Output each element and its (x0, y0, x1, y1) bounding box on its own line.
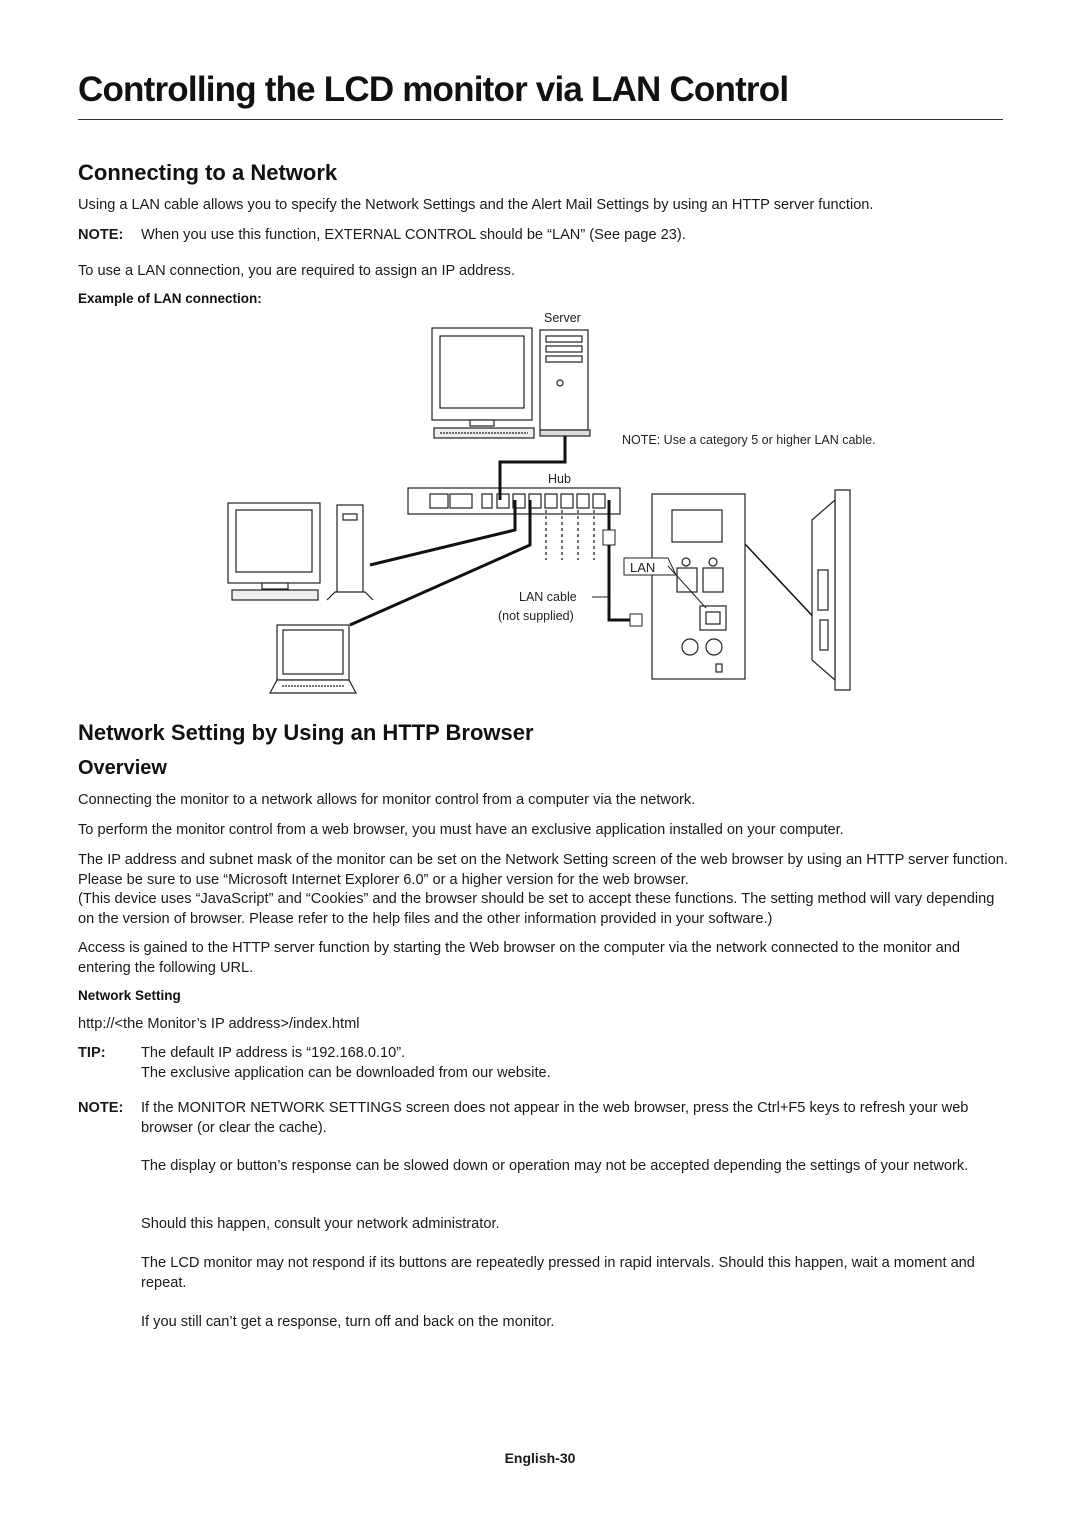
note-text: When you use this function, EXTERNAL CONTROL should be “LAN” (See page 23). (141, 227, 686, 243)
note-item-1: If the MONITOR NETWORK SETTINGS screen does not appear in the web browser, press the Ctrl+F5 keys to refresh your web browser (or clear the cache). (141, 1100, 969, 1136)
hub-label: Hub (548, 472, 571, 486)
note-block-1 (78, 225, 1008, 245)
lan-connection-diagram (0, 300, 1080, 710)
laptop-icon (270, 625, 356, 693)
overview-p1: Connecting the monitor to a network allows for monitor control from a computer via the network. (78, 792, 696, 808)
network-setting-label: Network Setting (78, 988, 181, 1003)
title-rule (78, 119, 1003, 120)
intro-paragraph: Using a LAN cable allows you to specify the Network Settings and the Alert Mail Settings by using an HTTP server function. (78, 197, 874, 213)
page-title: Controlling the LCD monitor via LAN Control (78, 70, 789, 109)
overview-heading: Overview (78, 757, 167, 779)
note-label-2: NOTE: (78, 1100, 124, 1116)
overview-p2: To perform the monitor control from a web browser, you must have an exclusive application installed on your computer. (78, 822, 844, 838)
cable-plug-icon (603, 530, 615, 545)
section-heading-network: Connecting to a Network (78, 160, 338, 185)
client-tower-icon (327, 505, 373, 600)
client-desktop-monitor-icon (228, 503, 320, 600)
note-label: NOTE: (78, 227, 124, 243)
lcd-monitor-side-icon (812, 490, 850, 690)
cable-plug-icon-2 (630, 614, 642, 626)
section-heading-http: Network Setting by Using an HTTP Browser (78, 720, 534, 745)
unused-ports (546, 510, 594, 560)
note-item-2: The display or button’s response can be slowed down or operation may not be accepted depending the settings of your network. (141, 1158, 969, 1174)
lan-cables (350, 436, 835, 640)
ip-paragraph: To use a LAN connection, you are required to assign an IP address. (78, 263, 515, 279)
tip-line-2: The exclusive application can be downloaded from our website. (141, 1065, 551, 1081)
lan-cable-label: LAN cable (519, 590, 577, 604)
not-supplied-label: (not supplied) (498, 609, 574, 623)
server-tower-icon (540, 330, 590, 436)
overview-p3b: (This device uses “JavaScript” and “Cookies” and the browser should be set to accept these functions. The setting method will vary depending on the version of browser. Please refer to the help files and the other information provided in your software.) (78, 891, 995, 927)
network-setting-url: http://<the Monitor’s IP address>/index.html (78, 1016, 360, 1032)
monitor-terminal-panel (652, 494, 745, 679)
cable-note: NOTE: Use a category 5 or higher LAN cable. (622, 433, 876, 447)
tip-label: TIP: (78, 1045, 106, 1061)
tip-line-1: The default IP address is “192.168.0.10”. (141, 1045, 406, 1061)
server-monitor-icon (432, 328, 534, 438)
note-item-3: Should this happen, consult your network administrator. (141, 1216, 500, 1232)
page-footer: English-30 (504, 1450, 576, 1466)
server-label: Server (544, 311, 581, 325)
example-label: Example of LAN connection: (78, 291, 262, 306)
lan-label: LAN (630, 560, 656, 575)
tip-block (78, 1043, 1008, 1083)
overview-p3: The IP address and subnet mask of the monitor can be set on the Network Setting screen of the web browser by using an HTTP server function. Please be sure to use “Microsoft Internet Explorer 6.0” or a higher version for the web browser. (78, 852, 1008, 888)
note-item-5: If you still can’t get a response, turn off and back on the monitor. (141, 1314, 555, 1330)
overview-p4: Access is gained to the HTTP server function by starting the Web browser on the computer via the network connected to the monitor and entering the following URL. (78, 940, 961, 976)
note-item-4: The LCD monitor may not respond if its buttons are repeatedly pressed in rapid intervals. Should this happen, wait a moment and repeat. (141, 1255, 975, 1291)
